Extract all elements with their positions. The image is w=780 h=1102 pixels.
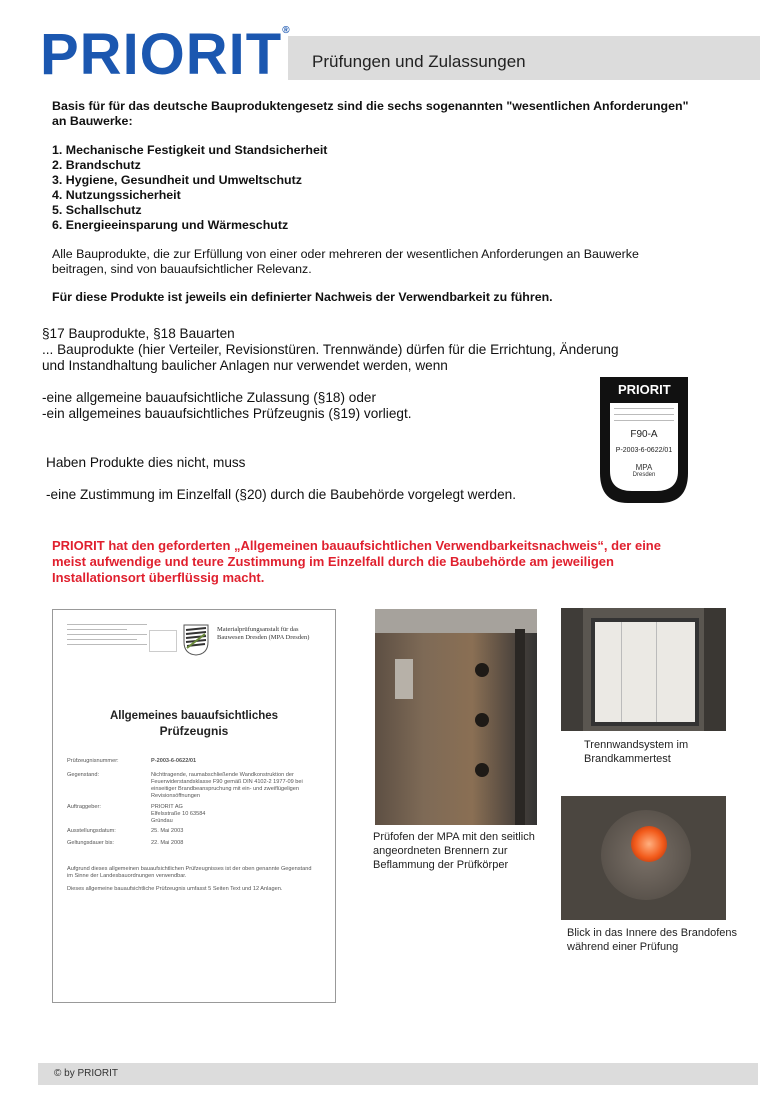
- wall-test-photo: [561, 608, 726, 731]
- paragraph-17: §17 Bauprodukte, §18 Bauarten ... Bauprodukte (hier Verteiler, Revisionstüren. Trennwände) dürfen für die Errichtung, Änderung und Instandhaltung baulicher Anlagen nur verwendet werden, wenn: [42, 326, 619, 373]
- inside-caption: Blick in das Innere des Brandofens während einer Prüfung: [567, 927, 737, 953]
- cert-note-2: Dieses allgemeine bauaufsichtliche Prüfzeugnis umfasst 5 Seiten Text und 12 Anlagen.: [67, 886, 283, 892]
- accreditation-mark: [149, 630, 177, 652]
- conditions: -eine allgemeine bauaufsichtliche Zulassung (§18) oder -ein allgemeines bauaufsichtliches Prüfzeugnis (§19) vorliegt.: [42, 390, 412, 421]
- requirement-item: 1. Mechanische Festigkeit und Standsicherheit: [52, 143, 328, 157]
- requirement-item: 4. Nutzungssicherheit: [52, 188, 181, 202]
- footer-copyright: © by PRIORIT: [54, 1068, 119, 1079]
- requirements-list: [52, 143, 552, 233]
- cert-letterhead-left: [67, 622, 147, 649]
- furnace-interior-photo: [561, 796, 726, 920]
- else-condition: -eine Zustimmung im Einzelfall (§20) durch die Baubehörde vorgelegt werden.: [46, 487, 516, 502]
- else-line: Haben Produkte dies nicht, muss: [46, 455, 246, 470]
- cert-institute: Materialprüfungsanstalt für das Bauwesen Dresden (MPA Dresden): [217, 626, 310, 641]
- requirement-item: 2. Brandschutz: [52, 158, 141, 172]
- page-title: Prüfungen und Zulassungen: [312, 52, 526, 71]
- footer-bar: [38, 1063, 758, 1085]
- requirement-item: 3. Hygiene, Gesundheit und Umweltschutz: [52, 173, 302, 187]
- requirement-item: 5. Schallschutz: [52, 203, 142, 217]
- requirement-item: 6. Energieeinsparung und Wärmeschutz: [52, 218, 289, 232]
- cert-title-2: Prüfzeugnis: [159, 724, 229, 738]
- furnace-photo: [375, 609, 537, 825]
- certificate-document: Materialprüfungsanstalt für das Bauwesen Dresden (MPA Dresden) Allgemeines bauaufsichtliches Prüfzeugnis Prüfzeugnisnummer: P-2003-6-0622/01 Gegenstand: Nichttragende, raumabschließende Wandkonstruktion der Feuerwiderstandsklasse F90 gemäß DIN 4102-2 1977-09 bei einseitiger Brandbeanspruchung mit ein- und zweiflügeligen Revisionsöffnungen Auftraggeber: PRIORIT AG Elfelsstraße 10 63584 Gründau Ausstellungsdatum: 25. Mai 2003 Geltungsdauer bis: 22. Mai 2008 Aufgrund dieses allgemeinen bauaufsichtlichen Prüfzeugnisses ist der oben genannte Gegenstand im Sinne der Landesbauordnungen verwendbar. Dieses allgemeine bauaufsichtliche Prüfzeugnis umfasst 5 Seiten Text und 12 Anlagen.: [52, 609, 336, 1003]
- coat-of-arms-icon: [183, 624, 209, 656]
- wall-caption: Trennwandsystem im Brandkammertest: [584, 739, 689, 765]
- intro-text: Basis für für das deutsche Bauproduktengesetz sind die sechs sogenannten "wesentlichen Anforderungen" an Bauwerke:: [52, 99, 689, 128]
- cert-note-1: Aufgrund dieses allgemeinen bauaufsichtlichen Prüfzeugnisses ist der oben genannte Gegenstand im Sinne der Landesbauordnungen verwendbar.: [67, 866, 312, 879]
- relevance-text: Alle Bauprodukte, die zur Erfüllung von einer oder mehreren der wesentlichen Anforderungen an Bauwerke beitragen, sind von bauaufsichtlicher Relevanz.: [52, 247, 639, 276]
- proof-statement: Für diese Produkte ist jeweils ein definierter Nachweis der Verwendbarkeit zu führen.: [52, 290, 553, 304]
- seal-fine-print: [614, 408, 674, 424]
- furnace-caption: Prüfofen der MPA mit den seitlich angeordneten Brennern zur Beflammung der Prüfkörper: [373, 831, 535, 871]
- certification-seal: PRIORIT F90-A P-2003-6-0622/01 MPA Dresden: [596, 373, 692, 507]
- highlight-statement: PRIORIT hat den geforderten „Allgemeinen bauaufsichtlichen Verwendbarkeitsnachweis“, der eine meist aufwendige und teure Zustimmung im Einzelfall durch die Baubehörde am jeweiligen Installationsort überflüssig macht.: [52, 538, 661, 585]
- priorit-logo: PRIORIT®: [40, 22, 291, 87]
- cert-title-1: Allgemeines bauaufsichtliches: [109, 710, 279, 722]
